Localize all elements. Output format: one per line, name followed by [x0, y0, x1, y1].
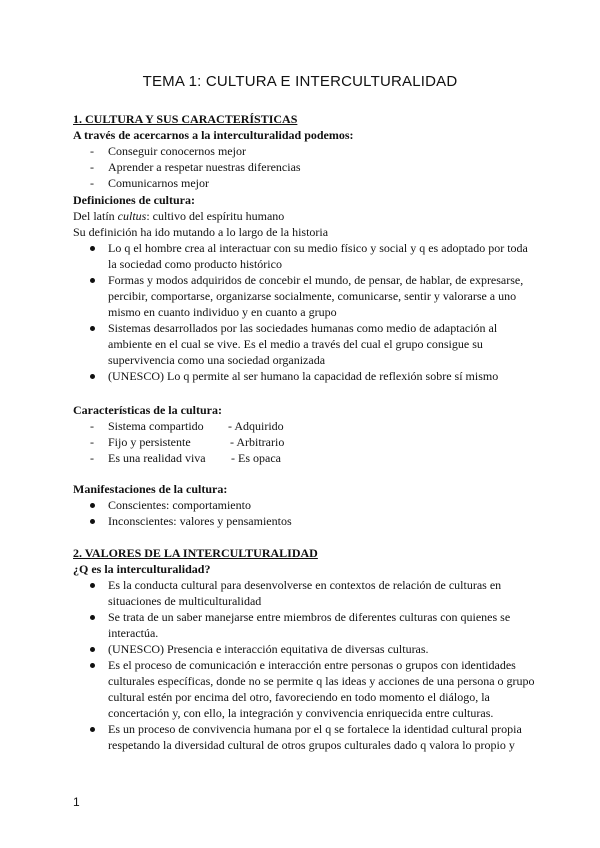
page-title: TEMA 1: CULTURA E INTERCULTURALIDAD: [142, 73, 458, 90]
characteristics-list-left: [90, 418, 206, 466]
list-item: - Comunicarnos mejor: [90, 175, 301, 191]
list-item: Es la conducta cultural para desenvolverse en contextos de relación de culturas en situaciones de multiculturalidad: [90, 577, 535, 609]
list-item: Se trata de un saber manejarse entre miembros de diferentes culturas con quienes se interactúa.: [90, 609, 535, 641]
list-item: Inconscientes: valores y pensamientos: [90, 513, 535, 529]
manifestations-list: [90, 497, 535, 529]
list-item: - Fijo y persistente: [90, 434, 206, 450]
list-item: Sistemas desarrollados por las sociedades humanas como medio de adaptación al ambiente en el cual se vive. Es el medio a través del cual el grupo consigue su supervivencia como una sociedad organizada: [90, 320, 535, 368]
list-item: - Es una realidad viva: [90, 450, 206, 466]
interculturality-list: [90, 577, 535, 753]
list-item: Es el proceso de comunicación e interacción entre personas o grupos con identidades culturales específicas, donde no se permite q las ideas y acciones de una persona o grupo cultural estén por encima del otro, favoreciendo en todo momento el diálogo, la concertación y, con ello, la integración y convivencia enriquecida entre culturas.: [90, 657, 535, 721]
characteristics-heading: Características de la cultura:: [73, 403, 222, 417]
latin-prefix: Del latín: [73, 209, 118, 223]
definitions-list: [90, 240, 535, 384]
section1-heading: 1. CULTURA Y SUS CARACTERÍSTICAS: [73, 112, 298, 126]
definition-change: Su definición ha ido mutando a lo largo de la historia: [73, 225, 329, 239]
list-item: Lo q el hombre crea al interactuar con su medio físico y social y q es adoptado por toda la sociedad como producto histórico: [90, 240, 535, 272]
definitions-heading: Definiciones de cultura:: [73, 193, 195, 207]
list-item: Conscientes: comportamiento: [90, 497, 535, 513]
intro-list: [90, 143, 301, 191]
characteristic-right: - Arbitrario: [230, 435, 285, 449]
list-item: - Conseguir conocernos mejor: [90, 143, 301, 159]
latin-suffix: : cultivo del espíritu humano: [146, 209, 285, 223]
section2-heading: 2. VALORES DE LA INTERCULTURALIDAD: [73, 546, 318, 560]
list-item: (UNESCO) Lo q permite al ser humano la capacidad de reflexión sobre sí mismo: [90, 368, 535, 384]
list-item: Formas y modos adquiridos de concebir el mundo, de pensar, de hablar, de expresarse, percibir, comportarse, organizarse socialmente, comunicarse, sentir y valorarse a uno mismo en cuanto individuo y en cuanto a grupo: [90, 272, 535, 320]
list-item: - Sistema compartido: [90, 418, 206, 434]
characteristic-right: - Es opaca: [231, 451, 281, 465]
manifestations-heading: Manifestaciones de la cultura:: [73, 482, 228, 496]
characteristic-right: - Adquirido: [228, 419, 284, 433]
latin-origin: [73, 208, 284, 224]
section1-intro: A través de acercarnos a la interculturalidad podemos:: [73, 128, 354, 142]
latin-word: cultus: [117, 209, 147, 223]
section2-question: ¿Q es la interculturalidad?: [73, 562, 211, 576]
list-item: (UNESCO) Presencia e interacción equitativa de diversas culturas.: [90, 641, 535, 657]
list-item: - Aprender a respetar nuestras diferencias: [90, 159, 301, 175]
page-number: 1: [73, 795, 80, 809]
list-item: Es un proceso de convivencia humana por el q se fortalece la identidad cultural propia respetando la diversidad cultural de otros grupos culturales dado q valora lo propio y: [90, 721, 535, 753]
